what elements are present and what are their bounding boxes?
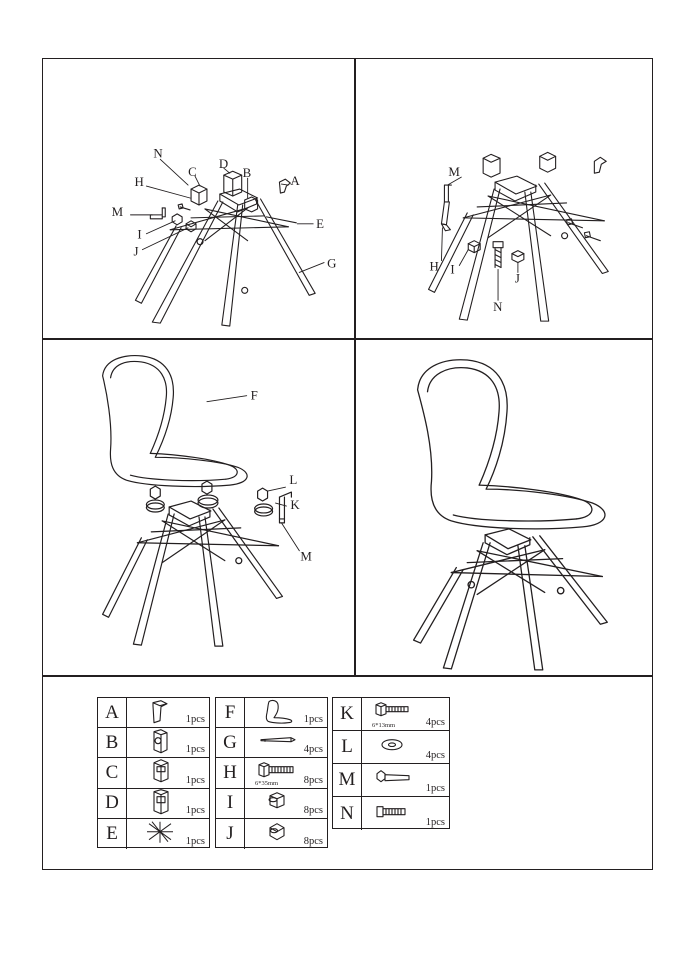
- bracket-cylinder-icon: [135, 759, 183, 785]
- part-code-E: E: [98, 819, 127, 849]
- callout-H: H: [134, 175, 144, 190]
- part-spec-H: 6*35mm: [255, 779, 279, 787]
- hex-nut-icon: [253, 789, 301, 815]
- step-3-seat-shell-and-base: [42, 339, 355, 676]
- part-row-A: [98, 698, 209, 728]
- callout-K: K: [290, 496, 300, 512]
- part-code-L: L: [333, 731, 362, 763]
- part-code-A: A: [98, 698, 127, 727]
- part-code-I: I: [216, 789, 245, 818]
- part-row-J: [216, 819, 327, 849]
- part-qty-I: 8pcs: [303, 804, 323, 816]
- step-1-base-frame-exploded-left: [42, 58, 355, 339]
- part-qty-E: 1pcs: [185, 835, 205, 847]
- part-qty-B: 1pcs: [185, 744, 205, 756]
- part-code-D: D: [98, 789, 127, 818]
- part-body-K: [362, 698, 449, 730]
- part-row-G: [216, 728, 327, 758]
- part-code-M: M: [333, 764, 362, 796]
- wooden-leg-icon: [253, 728, 301, 754]
- part-qty-F: 1pcs: [303, 714, 323, 726]
- part-body-I: [245, 789, 327, 818]
- callout-M: M: [300, 548, 312, 564]
- part-qty-J: 8pcs: [303, 835, 323, 847]
- parts-column-1: [97, 697, 210, 848]
- part-row-C: [98, 758, 209, 788]
- callout-I: I: [137, 227, 142, 242]
- part-row-K: [333, 698, 449, 731]
- part-body-A: [127, 698, 209, 727]
- part-qty-K: 4pcs: [425, 717, 445, 728]
- part-code-G: G: [216, 728, 245, 757]
- part-code-F: F: [216, 698, 245, 727]
- bracket-tall-icon: [135, 789, 183, 815]
- allen-key-icon: [370, 766, 418, 792]
- callout-M: M: [111, 204, 124, 219]
- part-body-N: [362, 797, 449, 830]
- part-body-G: [245, 728, 327, 757]
- callout-N: N: [153, 146, 163, 161]
- callout-G: G: [327, 256, 337, 271]
- part-code-K: K: [333, 698, 362, 730]
- parts-column-3: [332, 697, 450, 829]
- part-body-J: [245, 819, 327, 849]
- callout-M: M: [448, 165, 460, 180]
- callout-C: C: [188, 165, 197, 180]
- part-qty-N: 1pcs: [425, 817, 445, 828]
- callout-D: D: [218, 157, 229, 172]
- part-body-D: [127, 789, 209, 818]
- part-body-H: [245, 758, 327, 787]
- callout-F: F: [250, 387, 258, 403]
- part-body-F: [245, 698, 327, 727]
- part-row-N: [333, 797, 449, 830]
- part-body-M: [362, 764, 449, 796]
- step-4-assembled-chair: [355, 339, 653, 676]
- part-qty-H: 8pcs: [303, 774, 323, 786]
- part-qty-G: 4pcs: [303, 744, 323, 756]
- part-spec-K: 6*13mm: [372, 722, 396, 729]
- part-body-E: [127, 819, 209, 849]
- part-row-E: [98, 819, 209, 849]
- parts-column-2: [215, 697, 328, 848]
- part-body-L: [362, 731, 449, 763]
- part-qty-D: 1pcs: [185, 804, 205, 816]
- step-2-base-frame-exploded-right: [355, 58, 653, 339]
- part-row-I: [216, 789, 327, 819]
- callout-J: J: [133, 244, 139, 259]
- socket-bolt-icon: [370, 799, 418, 825]
- flat-washer-icon: [370, 733, 418, 759]
- part-row-M: [333, 764, 449, 797]
- callout-I: I: [450, 262, 455, 277]
- callout-L: L: [289, 472, 298, 488]
- part-body-B: [127, 728, 209, 757]
- part-qty-M: 1pcs: [425, 783, 445, 794]
- wire-star-frame-icon: [135, 820, 183, 846]
- part-row-B: [98, 728, 209, 758]
- bracket-plate-icon: [135, 728, 183, 754]
- callout-E: E: [316, 216, 325, 231]
- cap-nut-icon: [253, 820, 301, 846]
- part-row-H: [216, 758, 327, 788]
- part-qty-L: 4pcs: [425, 750, 445, 761]
- callout-J: J: [514, 271, 520, 286]
- callout-B: B: [242, 166, 252, 181]
- part-qty-C: 1pcs: [185, 774, 205, 786]
- seat-shell-icon: [253, 698, 301, 724]
- part-row-F: [216, 698, 327, 728]
- part-code-J: J: [216, 819, 245, 849]
- part-code-N: N: [333, 797, 362, 830]
- part-row-D: [98, 789, 209, 819]
- part-code-B: B: [98, 728, 127, 757]
- callout-N: N: [493, 300, 503, 315]
- part-code-C: C: [98, 758, 127, 787]
- part-code-H: H: [216, 758, 245, 787]
- part-body-C: [127, 758, 209, 787]
- part-qty-A: 1pcs: [185, 714, 205, 726]
- part-row-L: [333, 731, 449, 764]
- callout-A: A: [290, 174, 300, 189]
- callout-H: H: [429, 259, 439, 274]
- bracket-hook-icon: [135, 698, 183, 724]
